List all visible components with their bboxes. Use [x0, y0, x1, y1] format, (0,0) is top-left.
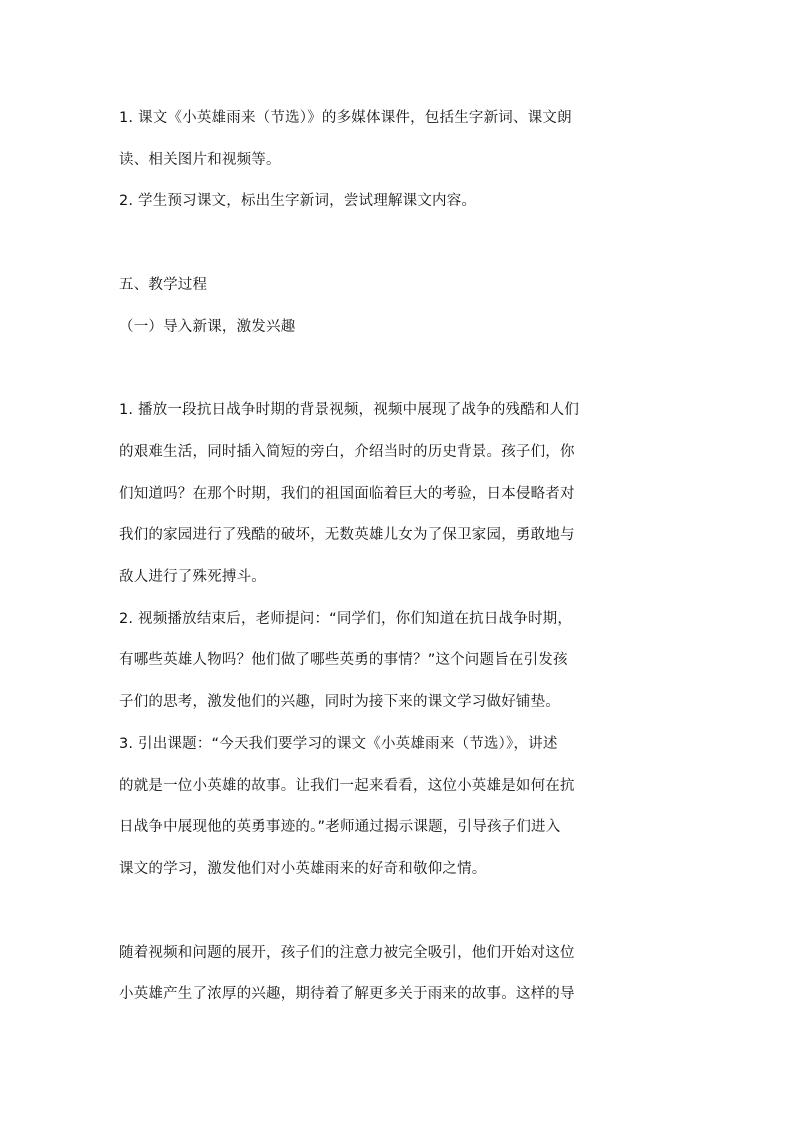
paragraph-line: 2. 视频播放结束后，老师提问：“同学们，你们知道在抗日战争时期， [119, 611, 573, 627]
paragraph-line: 小英雄产生了浓厚的兴趣，期待着了解更多关于雨来的故事。这样的导 [119, 986, 575, 1002]
paragraph-line: 3. 引出课题：“今天我们要学习的课文《小英雄雨来（节选）》，讲述 [119, 736, 558, 752]
paragraph-line: 的艰难生活，同时插入简短的旁白，介绍当时的历史背景。孩子们，你 [119, 444, 575, 460]
paragraph-line: 2. 学生预习课文，标出生字新词，尝试理解课文内容。 [119, 193, 477, 209]
section-heading: 五、教学过程 [119, 277, 208, 293]
paragraph-line: 课文的学习，激发他们对小英雄雨来的好奇和敬仰之情。 [119, 861, 487, 877]
paragraph-line: 我们的家园进行了残酷的破坏，无数英雄儿女为了保卫家园，勇敢地与 [119, 527, 575, 543]
subsection-heading: （一）导入新课，激发兴趣 [119, 319, 296, 335]
paragraph-line: 1. 播放一段抗日战争时期的背景视频，视频中展现了战争的残酷和人们 [119, 402, 580, 418]
paragraph-line: 日战争中展现他的英勇事迹的。”老师通过揭示课题，引导孩子们进入 [119, 819, 561, 835]
paragraph-line: 们知道吗？在那个时期，我们的祖国面临着巨大的考验，日本侵略者对 [119, 486, 575, 502]
paragraph-line: 1. 课文《小英雄雨来（节选）》的多媒体课件，包括生字新词、课文朗 [119, 110, 572, 126]
paragraph-line: 子们的思考，激发他们的兴趣，同时为接下来的课文学习做好铺垫。 [119, 694, 560, 710]
paragraph-line: 敌人进行了殊死搏斗。 [119, 569, 266, 585]
paragraph-line: 的就是一位小英雄的故事。让我们一起来看看，这位小英雄是如何在抗 [119, 778, 575, 794]
paragraph-line: 读、相关图片和视频等。 [119, 152, 281, 168]
paragraph-line: 有哪些英雄人物吗？他们做了哪些英勇的事情？”这个问题旨在引发孩 [119, 652, 568, 668]
paragraph-line: 随着视频和问题的展开，孩子们的注意力被完全吸引，他们开始对这位 [119, 945, 575, 961]
